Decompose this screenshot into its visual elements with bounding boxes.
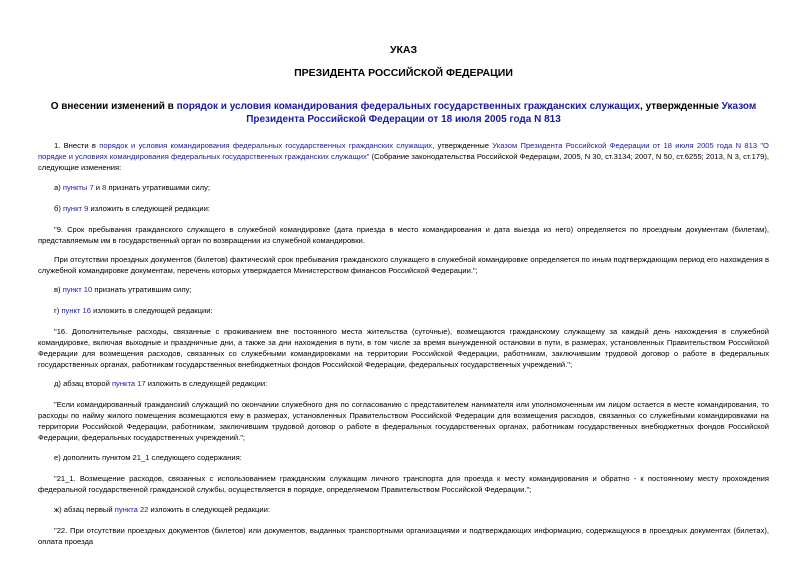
quote-item-22: "22. При отсутствии проездных документов (билетов) или документов, выданных транспортными организациями и подтверждающих информацию, содержащуюся в проездных документах (билетах), оплата проезда <box>38 526 769 546</box>
link-items-7[interactable]: пункты 7 <box>62 183 94 192</box>
quote-item-17: "Если командированный гражданский служащий по окончании служебного дня по согласованию с представителем нанимателя или уполномоченным им лицом остается в месте командирования, то расходы по найму жилого помещения возмещаются ему в размерах, установленных Правительством Российской Федерации для возмещения расходов, связанных со служебными командировками на территории Российской Федерации, работникам, заключившим трудовой договор о работе в федеральных государственных органах, работникам государственных внебюджетных фондов Российской Федерации, федеральных государственных учреждений."; <box>38 400 769 442</box>
item-zh: ж) абзац первый пункта 22 изложить в следующей редакции: <box>54 505 270 514</box>
quote-item-9: "9. Срок пребывания гражданского служащего в служебной командировке (дата приезда в место командирования и дата выезда из него) определяется по проездным документам (билетам), представляемым им в государственный орган по возвращении из служебной командировки. <box>38 225 769 245</box>
item-e: е) дополнить пунктом 21_1 следующего содержания: <box>54 453 242 462</box>
item-d: д) абзац второй пункта 17 изложить в следующей редакции: <box>54 379 268 388</box>
subtitle-link-procedure[interactable]: порядок и условия командирования федеральных государственных гражданских служащих <box>176 101 641 112</box>
link-item-9[interactable]: пункт 9 <box>63 204 89 213</box>
item-a: а) пункты 7 и 8 признать утратившими силу; <box>54 183 210 192</box>
link-item-10[interactable]: пункт 10 <box>62 285 93 294</box>
doc-issuer-heading: ПРЕЗИДЕНТА РОССИЙСКОЙ ФЕДЕРАЦИИ <box>294 67 513 79</box>
link-item-17[interactable]: пункта 17 <box>111 379 146 388</box>
quote-item-9-second: При отсутствии проездных документов (билетов) фактический срок пребывания гражданского служащего в служебной командировке определяется по иным подтверждающим период его нахождения в служебной командировке документам, перечень которых утверждается Министерством финансов Российской Федерации."; <box>38 255 769 275</box>
link-item-22[interactable]: пункта 22 <box>114 505 149 514</box>
quote-item-21-1: "21_1. Возмещение расходов, связанных с использованием гражданским служащим личного транспорта для проезда к месту командирования и обратно - к постоянному месту прохождения федеральной государственной гражданской службы, осуществляется в порядке, определяемом Правительством Российской Федерации."; <box>38 474 769 494</box>
link-procedure[interactable]: порядок и условия командирования федеральных государственных гражданских служащих <box>99 141 433 150</box>
doc-type-heading: УКАЗ <box>389 44 418 56</box>
link-decree-813[interactable]: Указом Президента Российской Федерации от 18 июля 2005 года N 813 "О порядке и условиях командирования федеральных государственных гражданских служащих" <box>38 141 769 161</box>
subtitle-link-decree[interactable]: Указом Президента Российской Федерации от 18 июля 2005 года N 813 <box>246 101 757 125</box>
item-v: в) пункт 10 признать утратившим силу; <box>54 285 192 294</box>
doc-subtitle: О внесении изменений в порядок и условия командирования федеральных государственных гражданских служащих, утвержденные Указом Президента Российской Федерации от 18 июля 2005 года N 813 <box>50 101 757 125</box>
quote-item-16: "16. Дополнительные расходы, связанные с проживанием вне постоянного места жительства (суточные), возмещаются гражданскому служащему за каждый день нахождения в служебной командировке, включая выходные и праздничные дни, а также за дни нахождения в пути, в том числе за время вынужденной остановки в пути, в размерах, установленных Правительством Российской Федерации для возмещения расходов, связанных со служебными командировками на территории Российской Федерации, работникам, заключившим трудовой договор о работе в федеральных государственных органах, работникам государственных внебюджетных фондов Российской Федерации, федеральных государственных учреждений."; <box>38 327 769 369</box>
paragraph-1: 1. Внести в порядок и условия командирования федеральных государственных гражданских служащих, утвержденные Указом Президента Российской Федерации от 18 июля 2005 года N 813 "О порядке и условиях командирования федеральных государственных гражданских служащих" (Собрание законодательства Российской Федерации, 2005, N 30, ст.3134; 2007, N 50, ст.6255; 2013, N 3, ст.179), следующие изменения: <box>38 141 769 172</box>
link-item-16[interactable]: пункт 16 <box>61 306 91 315</box>
link-item-8[interactable]: 8 <box>102 183 107 192</box>
item-b: б) пункт 9 изложить в следующей редакции: <box>54 204 210 213</box>
item-g: г) пункт 16 изложить в следующей редакции: <box>54 306 213 315</box>
